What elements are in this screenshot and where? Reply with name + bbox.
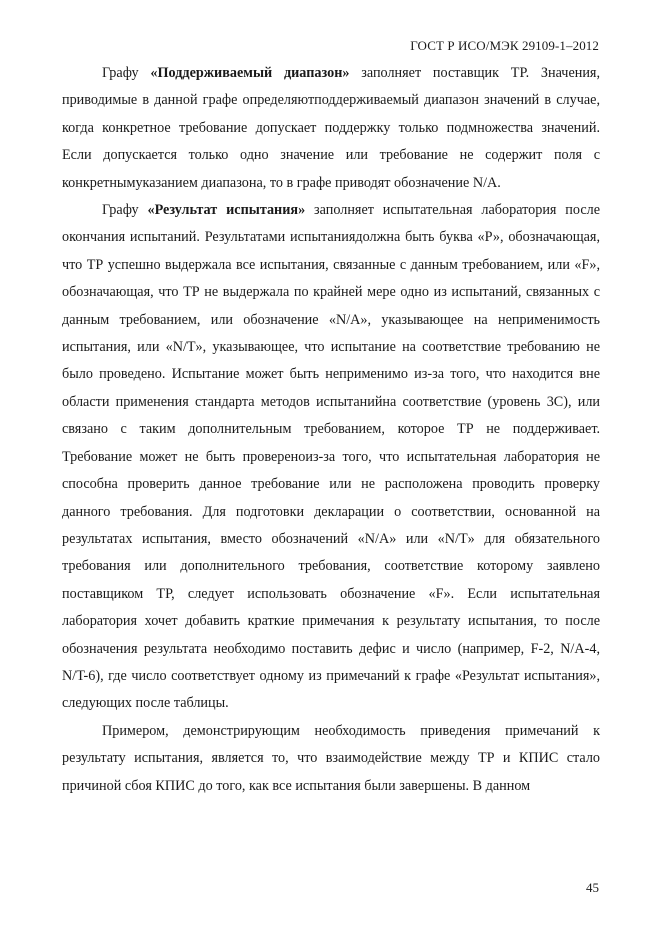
standard-header: ГОСТ Р ИСО/МЭК 29109-1–2012 xyxy=(410,38,599,53)
paragraph-example: Примером, демонстрирующим необходимость приведения примечаний к результату испытания, является то, что взаимодействие между ТР и КПИС стало причиной сбоя КПИС до того, как все испытания были завершены. В данном xyxy=(62,722,600,794)
paragraph-body: заполняет испытательная лаборатория после окончания испытаний. Результатами испытаниядолжна быть буква «Р», обозначающая, что ТР успешно выдержала все испытания, связанные с данным требованием, или «F», обозначающая, что ТР не выдержала по крайней мере одно из испытаний, связанных с данным требованием, или обозначение «N/A», указывающее на неприменимость испытания, или «N/T», указывающее, что испытание на соответствие требованию не было проведено. Испытание может быть неприменимо из-за того, что находится вне области применения стандарта методов испытанийна соответствие (уровень 3С), или связано с таким дополнительным требованием, которое ТР не поддерживает. Требование может не быть провереноиз-за того, что испытательная лаборатория не способна проверить данное требование или не расположена проводить проверку данного требования. Для подготовки декларации о соответствии, основанной на результатах испытания, вместо обозначений «N/A» или «N/T» для обязательного требования или дополнительного требования, соответствие которому заявлено поставщиком ТР, следует использовать обозначение «F». Если испытательная лаборатория хочет добавить краткие примечания к результату испытания, то после обозначения результата необходимо поставить дефис и число (например, F-2, N/A-4, N/T-6), где число соответствует одному из примечаний к графе «Результат испытания», следующих после таблицы. xyxy=(62,202,600,712)
paragraph-body: заполняет поставщик ТР. Значения, приводимые в данной графе определяютподдерживаемый диапазон значений в случае, когда конкретное требование допускает поддержку только подмножества значений. Если допускается только одно значение или требование не содержит поля с конкретнымуказанием диапазона, то в графе приводят обозначение N/A. xyxy=(62,65,600,191)
paragraph-prefix: Графу xyxy=(102,202,148,219)
page-number: 45 xyxy=(586,880,599,895)
field-name-test-result: «Результат испытания» xyxy=(147,202,306,219)
paragraph-test-result xyxy=(62,197,600,718)
paragraph-prefix: Графу xyxy=(102,65,151,81)
body-text xyxy=(62,60,600,800)
paragraph-supported-range xyxy=(62,60,600,197)
field-name-supported-range: «Поддерживаемый диапазон» xyxy=(150,65,350,81)
